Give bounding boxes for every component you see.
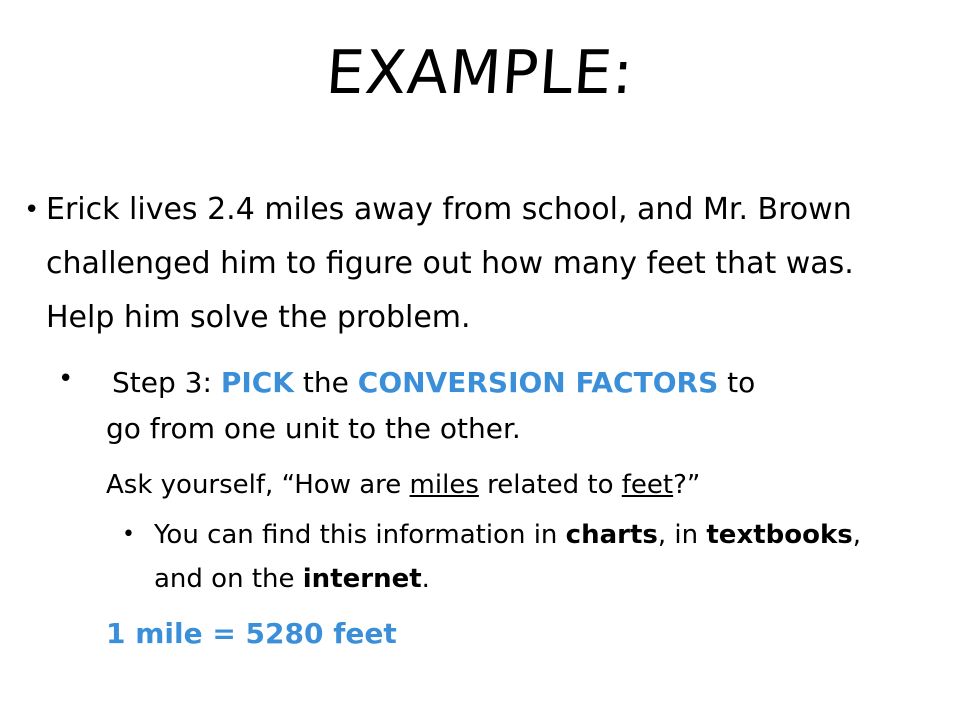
step-prefix: Step 3: xyxy=(112,366,221,399)
ask-after-text: ?” xyxy=(673,470,701,500)
step-pick-highlight: PICK xyxy=(220,366,294,399)
sub-internet-bold: internet xyxy=(302,564,422,594)
sub-bullet-item xyxy=(118,513,898,601)
ask-middle-text: related to xyxy=(478,470,622,500)
step-to-text: to xyxy=(718,366,756,399)
sub-middle2-text: , and on the xyxy=(154,520,862,594)
ask-feet-underlined: feet xyxy=(621,470,674,500)
sub-charts-bold: charts xyxy=(565,520,658,550)
conversion-fact: 1 mile = 5280 feet xyxy=(106,617,397,650)
bullet-icon: • xyxy=(24,195,40,225)
step-bullet-item xyxy=(48,360,928,452)
ask-before-text: Ask yourself, “How are xyxy=(106,470,410,500)
ask-question xyxy=(106,465,700,505)
sub-middle1-text: , in xyxy=(657,520,707,550)
slide-title: EXAMPLE: xyxy=(323,38,637,108)
sub-after-text: . xyxy=(421,564,430,594)
step-line-2: go from one unit to the other. xyxy=(106,412,521,445)
bullet-icon: • xyxy=(122,522,135,547)
ask-miles-underlined: miles xyxy=(409,470,479,500)
problem-text: Erick lives 2.4 miles away from school, and Mr. Brown challenged him to figure out how many feet that was. Help him solve the problem. xyxy=(46,192,854,335)
problem-bullet-item xyxy=(20,183,920,345)
step-conversion-factors-highlight: CONVERSION FACTORS xyxy=(357,366,719,399)
sub-textbooks-bold: textbooks xyxy=(706,520,853,550)
step-the-text: the xyxy=(294,366,358,399)
sub-bullet-text xyxy=(154,513,898,601)
step-line-1 xyxy=(112,360,928,406)
bullet-icon: • xyxy=(58,364,74,394)
sub-before-text: You can find this information in xyxy=(154,520,566,550)
